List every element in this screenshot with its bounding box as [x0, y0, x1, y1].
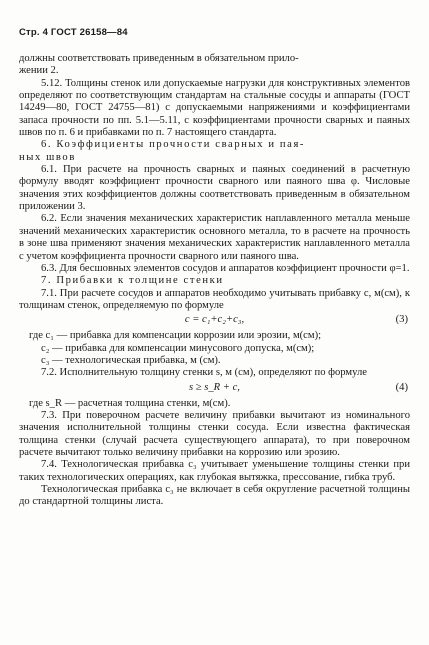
formula-4	[19, 382, 410, 397]
paragraph-7-4-cont: Технологическая прибавка c₃ не включает в себя округление расчетной толщины до стандартной толщины листа.	[19, 484, 410, 508]
paragraph-6-2: 6.2. Если значения механических характеристик наплавленного металла меньше значений механических характеристик основного металла, то в расчете на прочность в зоне шва применяют значения механических характеристик наплавленного металла с учетом коэффициента прочности сварного или паяного шва.	[19, 213, 410, 262]
formula-4-expression: s ≥ s_R + c,	[189, 381, 240, 393]
paragraph-5-12: 5.12. Толщины стенок или допускаемые нагрузки для конструктивных элементов определяют по соответствующим стандартам на стальные сосуды и аппараты (ГОСТ 14249—80, ГОСТ 24755—81) с допускаемыми напряжениями и коэффициентами запаса прочности по пп. 5.1—5.11, с коэффициентами прочности сварных и паяных швов по п. 6 и прибавками по п. 7 настоящего стандарта.	[19, 77, 410, 139]
section-7-heading: 7. Прибавки к толщине стенки	[41, 275, 224, 287]
page-header: Стр. 4 ГОСТ 26158—84	[19, 27, 128, 38]
formula-3-number: (3)	[395, 314, 408, 326]
legend-c3: c₃ — технологическая прибавка, м (см).	[41, 354, 221, 366]
formula-3	[19, 314, 410, 329]
paragraph-7-3: 7.3. При поверочном расчете величину прибавки вычитают из номинального значения исполнительной толщины стенки сосуда. Если известна фактическая толщина стенки (случай расчета существующего аппарата), то при поверочном расчете вычитают только величину прибавки на коррозию или эрозию.	[19, 409, 410, 458]
section-6-heading-cont: ных швов	[19, 151, 76, 163]
formula-4-number: (4)	[395, 381, 408, 393]
legend-c1: где c₁ — прибавка для компенсации коррозии или эрозии, м(см);	[29, 330, 322, 342]
paragraph-7-2: 7.2. Исполнительную толщину стенки s, м (см), определяют по формуле	[41, 367, 367, 379]
paragraph-6-3: 6.3. Для бесшовных элементов сосудов и аппаратов коэффициент прочности φ=1.	[41, 262, 410, 274]
text-line: жении 2.	[19, 65, 59, 77]
text-line: должны соответствовать приведенным в обязательном прило-	[19, 53, 299, 64]
paragraph-6-1: 6.1. При расчете на прочность сварных и паяных соединений в расчетную формулу вводят коэффициент прочности сварного или паяного шва φ. Числовые значения этих коэффициентов должны соответствовать приведенным в обязательном приложении 3.	[19, 164, 410, 213]
section-6-heading: 6. Коэффициенты прочности сварных и пая-	[41, 139, 306, 151]
legend-c2: c₂ — прибавка для компенсации минусового допуска, м(см);	[41, 342, 315, 354]
formula-3-expression: c = c₁+c₂+c₃,	[184, 314, 245, 326]
paragraph-7-4: 7.4. Технологическая прибавка c₃ учитывает уменьшение толщины стенки при таких технологических операциях, как глубокая вытяжка, прессование, гибка труб.	[19, 459, 410, 483]
legend-sR: где s_R — расчетная толщина стенки, м(см).	[29, 397, 231, 409]
document-body	[19, 53, 410, 509]
paragraph-7-1: 7.1. При расчете сосудов и аппаратов необходимо учитывать прибавку c, м(см), к толщинам стенок, определяемую по формуле	[19, 287, 410, 311]
